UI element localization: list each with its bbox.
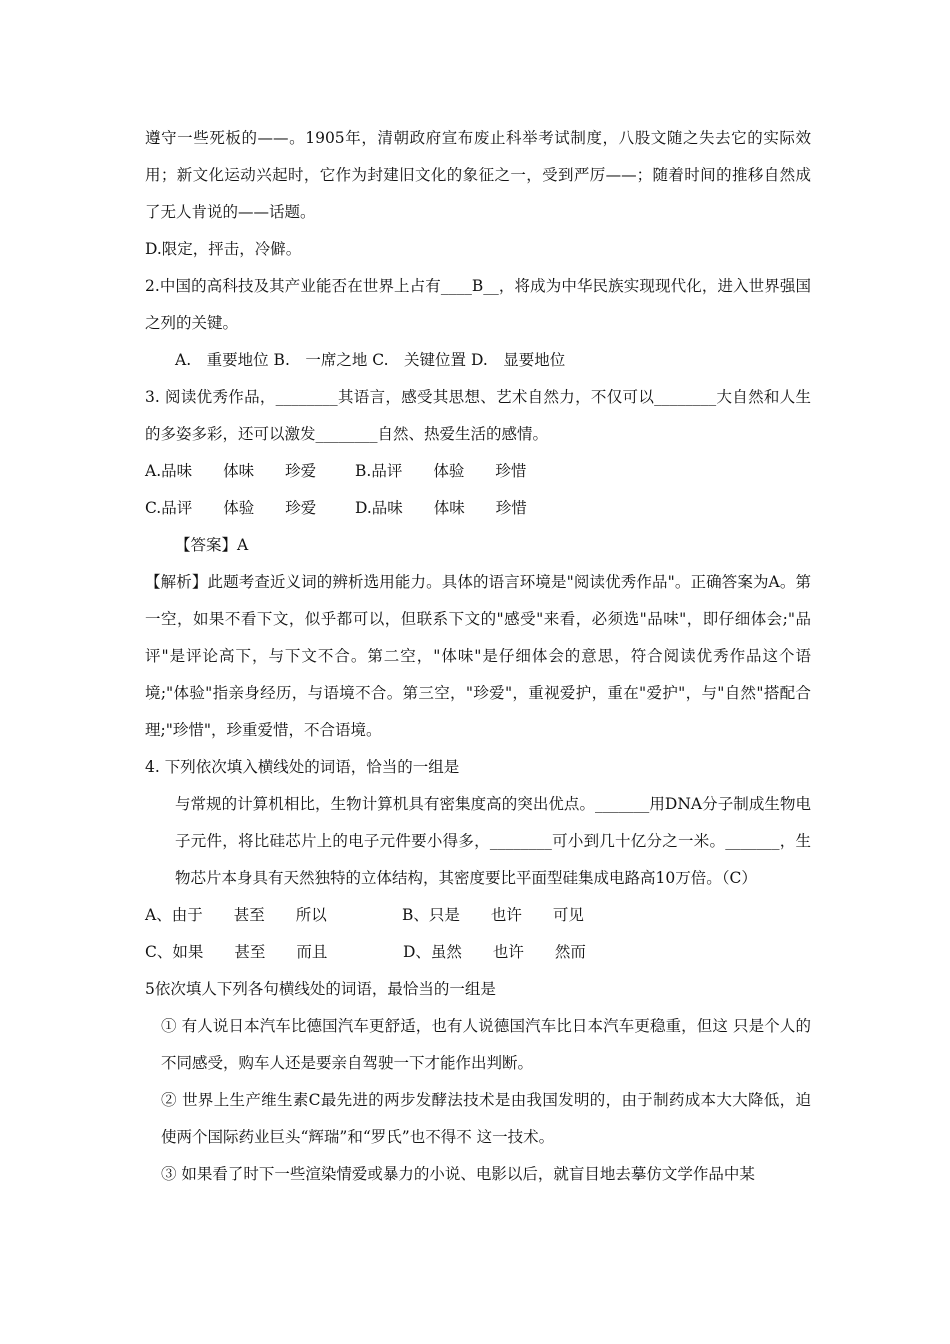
question-4-option-d: D、虽然 也许 然而 <box>403 943 586 961</box>
question-3-option-a: A.品味 体味 珍爱 <box>145 462 317 480</box>
question-3-option-d: D.品味 体味 珍惜 <box>355 499 527 517</box>
question-3: 3. 阅读优秀作品，________其语言，感受其思想、艺术自然力，不仅可以________大自然和人生的多姿多彩，还可以激发________自然、热爱生活的感情。 <box>145 388 811 443</box>
question-4-option-b: B、只是 也许 可见 <box>402 906 584 924</box>
option-d-line: D.限定，抨击，冷僻。 <box>145 240 302 258</box>
question-4-options-row-1 <box>145 897 811 934</box>
question-4-options-row-2 <box>145 934 811 971</box>
document-body <box>145 120 811 1193</box>
question-5-sentence-3: ③ 如果看了时下一些渲染情爱或暴力的小说、电影以后，就盲目地去摹仿文学作品中某 <box>161 1165 755 1183</box>
question-4-option-a: A、由于 甚至 所以 <box>145 906 327 924</box>
question-2: 2.中国的高科技及其产业能否在世界上占有____B__，将成为中华民族实现现代化，进入世界强国之列的关键。 <box>145 277 811 332</box>
question-5-sentence-2: ② 世界上生产维生素C最先进的两步发酵法技术是由我国发明的，由于制药成本大大降低，迫使两个国际药业巨头“辉瑞”和“罗氏”也不得不 这一技术。 <box>161 1091 811 1146</box>
question-3-options-row-1 <box>145 453 811 490</box>
question-3-options-row-2 <box>145 490 811 527</box>
question-3-answer: 【答案】A <box>175 536 249 554</box>
question-5: 5依次填人下列各句横线处的词语，最恰当的一组是 <box>145 980 496 998</box>
question-4: 4. 下列依次填入横线处的词语，恰当的一组是 <box>145 758 460 776</box>
question-5-sentence-1: ① 有人说日本汽车比德国汽车更舒适，也有人说德国汽车比日本汽车更稳重，但这 只是个人的不同感受，购车人还是要亲自驾驶一下才能作出判断。 <box>161 1017 811 1072</box>
question-2-options: A. 重要地位 B. 一席之地 C. 关键位置 D. 显要地位 <box>175 351 566 369</box>
question-3-option-b: B.品评 体验 珍惜 <box>355 462 527 480</box>
question-4-option-c: C、如果 甚至 而且 <box>145 943 328 961</box>
question-3-option-c: C.品评 体验 珍爱 <box>145 499 317 517</box>
question-3-analysis: 【解析】此题考查近义词的辨析选用能力。具体的语言环境是"阅读优秀作品"。正确答案为A。第一空，如果不看下文，似乎都可以，但联系下文的"感受"来看，必须选"品味"，即仔细体会;"品评"是评论高下，与下文不合。第二空，"体味"是仔细体会的意思，符合阅读优秀作品这个语境;"体验"指亲身经历，与语境不合。第三空，"珍爱"，重视爱护，重在"爱护"，与"自然"搭配合理;"珍惜"，珍重爱惜，不合语境。 <box>145 573 811 739</box>
paragraph-continuation: 遵守一些死板的——。1905年，清朝政府宣布废止科举考试制度，八股文随之失去它的实际效用；新文化运动兴起时，它作为封建旧文化的象征之一，受到严厉——；随着时间的推移自然成了无人肯说的——话题。 <box>145 129 811 221</box>
question-4-passage: 与常规的计算机相比，生物计算机具有密集度高的突出优点。_______用DNA分子制成生物电子元件，将比硅芯片上的电子元件要小得多，________可小到几十亿分之一米。_______，生物芯片本身具有天然独特的立体结构，其密度要比平面型硅集成电路高10万倍。（C） <box>175 795 811 887</box>
